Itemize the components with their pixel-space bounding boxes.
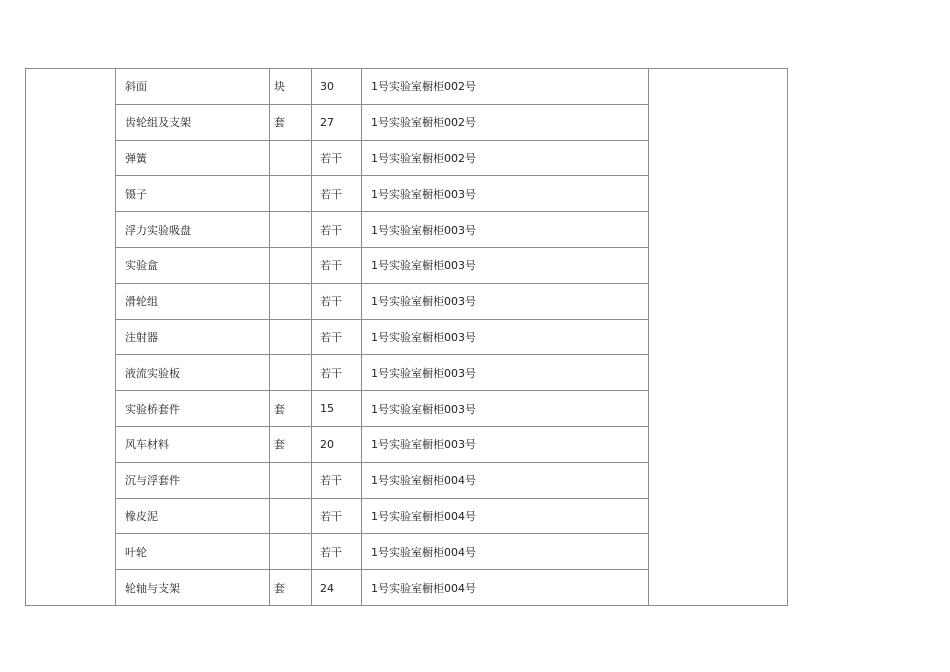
table-row (115, 463, 648, 499)
quantity-cell: 27 (320, 115, 334, 129)
table-row (115, 570, 648, 606)
table-row (115, 212, 648, 248)
location-cell: 1号实验室橱柜003号 (371, 330, 476, 344)
location-cell: 1号实验室橱柜002号 (371, 151, 476, 165)
table-row (115, 141, 648, 177)
location-cell: 1号实验室橱柜004号 (371, 474, 476, 488)
item-name-cell: 橡皮泥 (125, 509, 158, 523)
item-name-cell: 叶轮 (125, 545, 147, 559)
location-cell: 1号实验室橱柜003号 (371, 402, 476, 416)
quantity-cell: 20 (320, 437, 334, 451)
item-name-cell: 实验桥套件 (125, 402, 180, 416)
quantity-cell: 30 (320, 79, 334, 93)
table-row (115, 320, 648, 356)
item-name-cell: 注射器 (125, 330, 158, 344)
quantity-cell: 若干 (320, 295, 342, 309)
table-row (115, 105, 648, 141)
unit-cell: 套 (274, 438, 285, 452)
quantity-cell: 若干 (320, 223, 342, 237)
table-row (115, 284, 648, 320)
quantity-cell: 若干 (320, 474, 342, 488)
item-name-cell: 浮力实验吸盘 (125, 223, 191, 237)
location-cell: 1号实验室橱柜003号 (371, 295, 476, 309)
quantity-cell: 15 (320, 402, 334, 416)
unit-cell: 套 (274, 116, 285, 130)
item-name-cell: 实验盒 (125, 259, 158, 273)
table-row (115, 534, 648, 570)
location-cell: 1号实验室橱柜004号 (371, 509, 476, 523)
unit-cell: 块 (274, 80, 285, 94)
table-body (115, 69, 648, 606)
table-row (115, 391, 648, 427)
quantity-cell: 若干 (320, 187, 342, 201)
unit-cell: 套 (274, 402, 285, 416)
item-name-cell: 沉与浮套件 (125, 474, 180, 488)
item-name-cell: 弹簧 (125, 151, 147, 165)
quantity-cell: 24 (320, 581, 334, 595)
item-name-cell: 滑轮组 (125, 295, 158, 309)
location-cell: 1号实验室橱柜003号 (371, 438, 476, 452)
location-cell: 1号实验室橱柜004号 (371, 582, 476, 596)
quantity-cell: 若干 (320, 259, 342, 273)
item-name-cell: 斜面 (125, 80, 147, 94)
item-name-cell: 镊子 (125, 187, 147, 201)
table-row (115, 499, 648, 535)
quantity-cell: 若干 (320, 366, 342, 380)
column-divider (648, 69, 649, 605)
location-cell: 1号实验室橱柜003号 (371, 223, 476, 237)
item-name-cell: 齿轮组及支架 (125, 116, 191, 130)
equipment-table (25, 68, 788, 606)
table-row (115, 355, 648, 391)
table-row (115, 248, 648, 284)
item-name-cell: 风车材料 (125, 438, 169, 452)
item-name-cell: 轮轴与支架 (125, 582, 180, 596)
quantity-cell: 若干 (320, 545, 342, 559)
quantity-cell: 若干 (320, 330, 342, 344)
item-name-cell: 液流实验板 (125, 366, 180, 380)
location-cell: 1号实验室橱柜003号 (371, 259, 476, 273)
quantity-cell: 若干 (320, 509, 342, 523)
unit-cell: 套 (274, 582, 285, 596)
location-cell: 1号实验室橱柜003号 (371, 366, 476, 380)
location-cell: 1号实验室橱柜002号 (371, 80, 476, 94)
location-cell: 1号实验室橱柜004号 (371, 545, 476, 559)
table-row (115, 69, 648, 105)
location-cell: 1号实验室橱柜003号 (371, 187, 476, 201)
table-row (115, 427, 648, 463)
location-cell: 1号实验室橱柜002号 (371, 116, 476, 130)
table-row (115, 176, 648, 212)
quantity-cell: 若干 (320, 151, 342, 165)
